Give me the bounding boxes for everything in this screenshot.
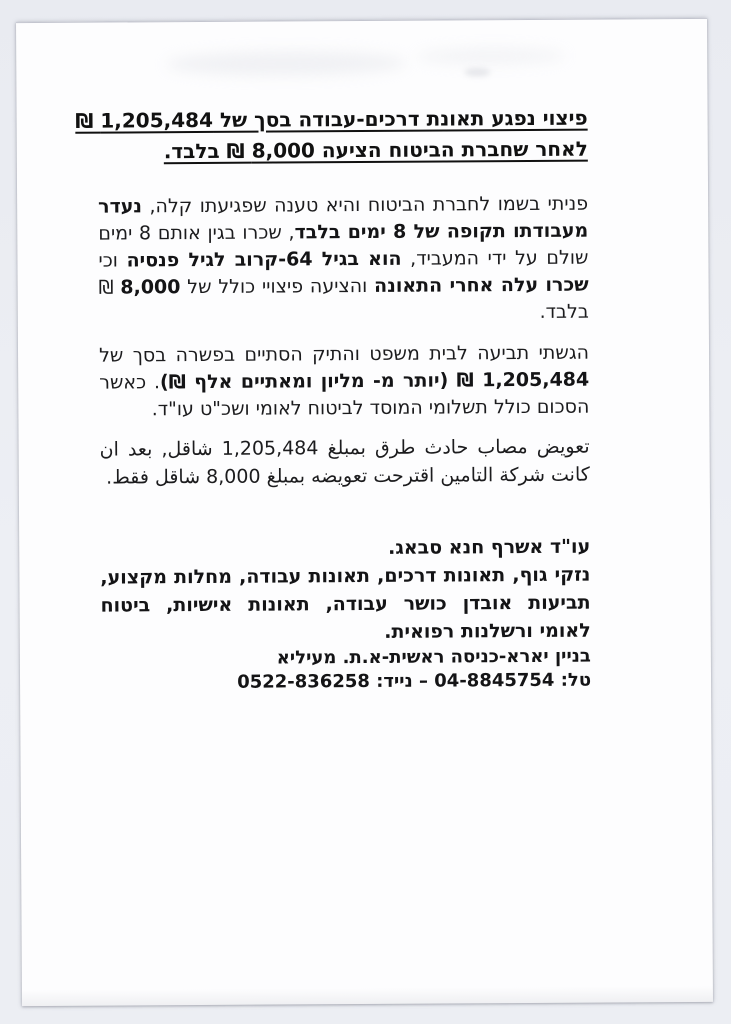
signature-block [100, 533, 591, 696]
headline-line-1: פיצוי נפגע תאונת דרכים-עבודה בסך של 1,205,484 ₪ [75, 105, 588, 133]
phone-numbers: טל: 04-8845754 – נייד: 0522-836258 [237, 669, 592, 693]
headline [75, 103, 588, 168]
office-address: בניין יארא-כניסה ראשית-א.ת. מעיליא [276, 645, 591, 669]
erased-text-smudge [166, 51, 406, 76]
page-bottom-shadow [22, 986, 713, 1006]
document-page [16, 18, 713, 1006]
paragraph-settlement: הגשתי תביעה לבית משפט והתיק הסתיים בפשרה בסך של 1,205,484 ₪ (יותר מ- מליון ומאתיים אלף ₪). כאשר הסכום כולל תשלומי המוסד לביטוח לאומי ושכ"ט עו"ד. [98, 341, 590, 421]
practice-areas: נזקי גוף, תאונות דרכים, תאונות עבודה, מחלות מקצוע, תביעות אובדן כושר עבודה, תאונות אישיות, ביטוח לאומי ורשלנות רפואית. [100, 563, 591, 643]
erased-text-smudge [416, 48, 566, 65]
lawyer-name: עו"ד אשרף חנא סבאג. [388, 535, 591, 559]
paragraph-insurer-claims: פניתי בשמו לחברת הביטוח והיא טענה שפגיעתו קלה, נעדר מעבודתו תקופה של 8 ימים בלבד, שכרו בגין אותם 8 ימים שולם על ידי המעביד, הוא בגיל 64-קרוב לגיל פנסיה וכי שכרו עלה אחרי התאונה והציעה פיצויי כולל של 8,000 ₪ בלבד. [98, 192, 589, 323]
scan-artifact [464, 68, 490, 76]
paragraph-arabic-summary: تعويض مصاب حادث طرق بمبلغ 1,205,484 شاقل, بعد ان كانت شركة التامين اقترحت تعويضه بمبلغ 8,000 شاقل فقط. [99, 435, 590, 489]
headline-line-2: לאחר שחברת הביטוח הציעה 8,000 ₪ בלבד. [163, 136, 588, 164]
document-content [75, 103, 592, 696]
